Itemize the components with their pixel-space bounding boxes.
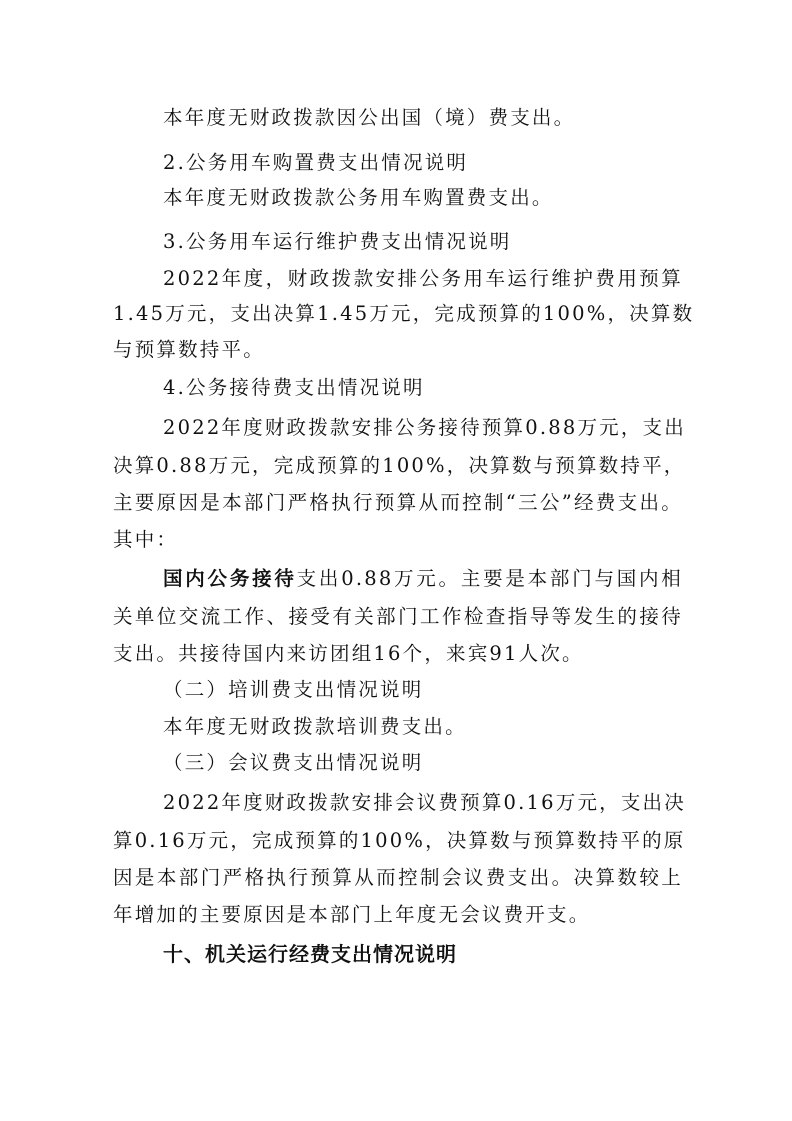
paragraph-outbound-travel: 本年度无财政拨款因公出国（境）费支出。 — [163, 106, 576, 129]
heading-reception: 4.公务接待费支出情况说明 — [163, 376, 425, 399]
paragraph-training: 本年度无财政拨款培训费支出。 — [163, 715, 467, 738]
heading-training: （二）培训费支出情况说明 — [163, 678, 424, 701]
heading-meeting: （三）会议费支出情况说明 — [163, 751, 424, 774]
heading-vehicle-purchase: 2.公务用车购置费支出情况说明 — [163, 151, 469, 174]
paragraph-domestic-reception-line-3: 支出。共接待国内来访团组16个，来宾91人次。 — [113, 642, 584, 665]
paragraph-meeting-line-1: 2022年度财政拨款安排会议费预算0.16万元，支出决 — [163, 791, 686, 814]
paragraph-meeting-line-3: 因是本部门严格执行预算从而控制会议费支出。决算数较上 — [113, 866, 683, 889]
paragraph-domestic-reception-line-1 — [163, 562, 683, 596]
paragraph-reception-line-4: 其中： — [113, 528, 179, 551]
paragraph-reception-line-2: 决算0.88万元，完成预算的100%，决算数与预算数持平， — [113, 454, 686, 477]
paragraph-vehicle-maintenance-line-1: 2022年度，财政拨款安排公务用车运行维护费用预算 — [163, 267, 683, 290]
paragraph-reception-line-1: 2022年度财政拨款安排公务接待预算0.88万元，支出 — [163, 416, 686, 439]
heading-vehicle-maintenance: 3.公务用车运行维护费支出情况说明 — [163, 230, 512, 253]
domestic-reception-term: 国内公务接待 — [163, 567, 297, 590]
domestic-reception-text: 支出0.88万元。主要是本部门与国内相 — [296, 567, 684, 590]
paragraph-vehicle-purchase: 本年度无财政拨款公务用车购置费支出。 — [163, 186, 554, 209]
paragraph-meeting-line-2: 算0.16万元，完成预算的100%，决算数与预算数持平的原 — [113, 829, 686, 852]
section-heading-operating-expenses: 十、机关运行经费支出情况说明 — [163, 942, 457, 966]
paragraph-reception-line-3: 主要原因是本部门严格执行预算从而控制“三公”经费支出。 — [113, 491, 683, 514]
paragraph-vehicle-maintenance-line-2: 1.45万元，支出决算1.45万元，完成预算的100%，决算数 — [113, 302, 695, 325]
paragraph-meeting-line-4: 年增加的主要原因是本部门上年度无会议费开支。 — [113, 903, 591, 926]
paragraph-domestic-reception-line-2: 关单位交流工作、接受有关部门工作检查指导等发生的接待 — [113, 605, 683, 628]
paragraph-vehicle-maintenance-line-3: 与预算数持平。 — [113, 338, 265, 361]
